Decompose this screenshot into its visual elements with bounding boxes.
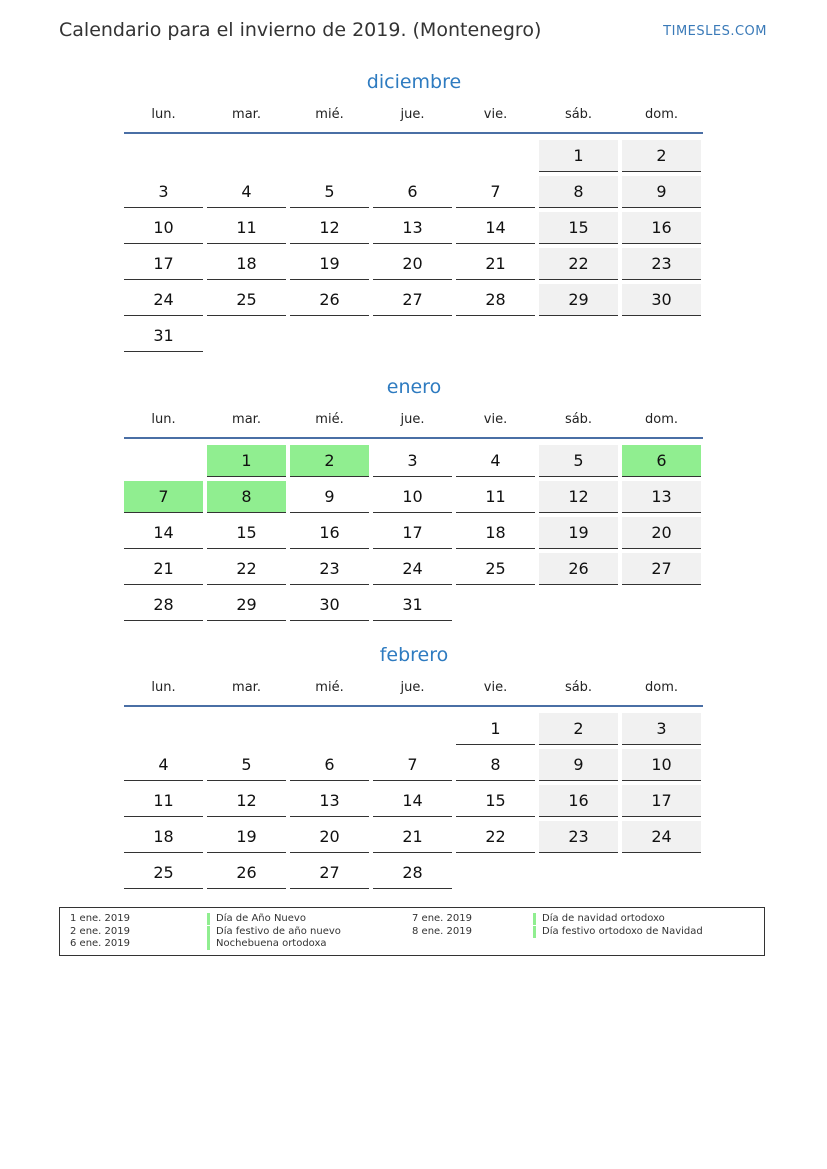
week-row	[124, 443, 704, 479]
day-cell: 12	[539, 481, 618, 513]
day-cell: 16	[539, 785, 618, 817]
day-cell: 3	[124, 176, 203, 208]
day-cell: 3	[373, 445, 452, 477]
empty-cell	[124, 713, 203, 745]
day-cell: 23	[539, 821, 618, 853]
day-cell: 13	[373, 212, 452, 244]
day-cell: 6	[290, 749, 369, 781]
week-row	[124, 515, 704, 551]
weekday-label: dom.	[644, 412, 678, 427]
day-cell: 29	[207, 589, 286, 621]
day-cell: 13	[622, 481, 701, 513]
holiday-day-cell: 1	[207, 445, 286, 477]
day-cell: 23	[622, 248, 701, 280]
day-cell: 16	[290, 517, 369, 549]
day-cell: 22	[456, 821, 535, 853]
day-cell: 1	[539, 140, 618, 172]
weekday-label: jue.	[400, 680, 425, 695]
weekday-label: jue.	[400, 412, 425, 427]
day-cell: 11	[124, 785, 203, 817]
empty-cell	[539, 589, 618, 621]
empty-cell	[290, 320, 369, 352]
legend-date: 2 ene. 2019	[70, 926, 130, 937]
day-cell: 27	[622, 553, 701, 585]
day-cell: 12	[207, 785, 286, 817]
day-cell: 4	[456, 445, 535, 477]
empty-cell	[373, 140, 452, 172]
empty-cell	[124, 140, 203, 172]
weekday-header	[124, 410, 704, 430]
day-cell: 2	[622, 140, 701, 172]
day-cell: 19	[207, 821, 286, 853]
day-cell: 21	[373, 821, 452, 853]
header-rule	[124, 132, 703, 134]
empty-cell	[207, 320, 286, 352]
day-cell: 25	[207, 284, 286, 316]
day-cell: 10	[622, 749, 701, 781]
weekday-label: dom.	[644, 107, 678, 122]
day-cell: 26	[290, 284, 369, 316]
legend-holiday-name: Día de Año Nuevo	[207, 913, 306, 925]
day-cell: 22	[539, 248, 618, 280]
day-grid	[124, 138, 704, 354]
week-row	[124, 855, 704, 891]
empty-cell	[622, 857, 701, 889]
day-cell: 20	[373, 248, 452, 280]
day-cell: 17	[622, 785, 701, 817]
week-row	[124, 551, 704, 587]
week-row	[124, 174, 704, 210]
day-cell: 15	[539, 212, 618, 244]
day-cell: 30	[622, 284, 701, 316]
legend-date: 1 ene. 2019	[70, 913, 130, 924]
day-cell: 19	[539, 517, 618, 549]
month-name: enero	[386, 376, 442, 398]
weekday-header	[124, 678, 704, 698]
day-cell: 28	[456, 284, 535, 316]
day-cell: 10	[373, 481, 452, 513]
day-cell: 9	[290, 481, 369, 513]
day-cell: 20	[290, 821, 369, 853]
empty-cell	[622, 589, 701, 621]
day-cell: 9	[539, 749, 618, 781]
month-calendar	[124, 69, 704, 354]
day-cell: 14	[456, 212, 535, 244]
weekday-label: dom.	[644, 680, 678, 695]
legend-holiday-name: Día festivo ortodoxo de Navidad	[533, 926, 703, 938]
weekday-label: mié.	[315, 412, 344, 427]
day-cell: 9	[622, 176, 701, 208]
weekday-label: lun.	[151, 412, 176, 427]
day-cell: 4	[207, 176, 286, 208]
week-row	[124, 246, 704, 282]
day-cell: 26	[207, 857, 286, 889]
weekday-label: mié.	[315, 107, 344, 122]
day-cell: 20	[622, 517, 701, 549]
brand-link[interactable]: TIMESLES.COM	[663, 24, 767, 39]
day-cell: 1	[456, 713, 535, 745]
day-grid	[124, 711, 704, 891]
legend-holiday-name: Día de navidad ortodoxo	[533, 913, 665, 925]
empty-cell	[539, 857, 618, 889]
legend-holiday-name: Nochebuena ortodoxa	[207, 938, 327, 950]
empty-cell	[290, 140, 369, 172]
page-title: Calendario para el invierno de 2019. (Montenegro)	[59, 19, 542, 41]
day-cell: 28	[124, 589, 203, 621]
weekday-label: vie.	[483, 412, 508, 427]
week-row	[124, 819, 704, 855]
holiday-day-cell: 8	[207, 481, 286, 513]
day-cell: 15	[207, 517, 286, 549]
weekday-label: mar.	[232, 107, 261, 122]
legend-date: 6 ene. 2019	[70, 938, 130, 949]
day-cell: 13	[290, 785, 369, 817]
weekday-label: mié.	[315, 680, 344, 695]
week-row	[124, 138, 704, 174]
week-row	[124, 479, 704, 515]
day-cell: 27	[373, 284, 452, 316]
empty-cell	[290, 713, 369, 745]
holiday-day-cell: 7	[124, 481, 203, 513]
week-row	[124, 711, 704, 747]
weekday-label: vie.	[483, 680, 508, 695]
day-cell: 17	[124, 248, 203, 280]
empty-cell	[373, 713, 452, 745]
month-name: febrero	[379, 644, 449, 666]
day-cell: 29	[539, 284, 618, 316]
legend-date: 7 ene. 2019	[412, 913, 472, 924]
day-cell: 26	[539, 553, 618, 585]
day-cell: 4	[124, 749, 203, 781]
day-cell: 6	[373, 176, 452, 208]
empty-cell	[124, 445, 203, 477]
day-cell: 31	[124, 320, 203, 352]
day-cell: 5	[290, 176, 369, 208]
day-cell: 5	[539, 445, 618, 477]
week-row	[124, 210, 704, 246]
day-cell: 15	[456, 785, 535, 817]
month-calendar	[124, 642, 704, 891]
day-cell: 7	[456, 176, 535, 208]
day-cell: 2	[539, 713, 618, 745]
holiday-legend	[59, 907, 765, 956]
weekday-label: lun.	[151, 680, 176, 695]
holiday-day-cell: 6	[622, 445, 701, 477]
empty-cell	[207, 140, 286, 172]
day-grid	[124, 443, 704, 623]
week-row	[124, 282, 704, 318]
empty-cell	[456, 320, 535, 352]
day-cell: 22	[207, 553, 286, 585]
weekday-label: sáb.	[564, 680, 593, 695]
week-row	[124, 747, 704, 783]
day-cell: 18	[207, 248, 286, 280]
day-cell: 14	[124, 517, 203, 549]
day-cell: 23	[290, 553, 369, 585]
legend-date: 8 ene. 2019	[412, 926, 472, 937]
day-cell: 5	[207, 749, 286, 781]
day-cell: 18	[456, 517, 535, 549]
legend-holiday-name: Día festivo de año nuevo	[207, 926, 341, 938]
day-cell: 10	[124, 212, 203, 244]
day-cell: 25	[456, 553, 535, 585]
day-cell: 25	[124, 857, 203, 889]
day-cell: 21	[456, 248, 535, 280]
day-cell: 30	[290, 589, 369, 621]
holiday-day-cell: 2	[290, 445, 369, 477]
day-cell: 16	[622, 212, 701, 244]
weekday-label: mar.	[232, 412, 261, 427]
weekday-label: sáb.	[564, 412, 593, 427]
day-cell: 19	[290, 248, 369, 280]
empty-cell	[456, 589, 535, 621]
empty-cell	[456, 140, 535, 172]
day-cell: 12	[290, 212, 369, 244]
day-cell: 21	[124, 553, 203, 585]
month-name: diciembre	[366, 71, 462, 93]
day-cell: 24	[622, 821, 701, 853]
month-calendar	[124, 374, 704, 623]
header-rule	[124, 437, 703, 439]
day-cell: 17	[373, 517, 452, 549]
day-cell: 24	[373, 553, 452, 585]
weekday-label: jue.	[400, 107, 425, 122]
weekday-label: vie.	[483, 107, 508, 122]
day-cell: 8	[539, 176, 618, 208]
empty-cell	[622, 320, 701, 352]
day-cell: 8	[456, 749, 535, 781]
day-cell: 14	[373, 785, 452, 817]
day-cell: 18	[124, 821, 203, 853]
day-cell: 7	[373, 749, 452, 781]
empty-cell	[373, 320, 452, 352]
day-cell: 24	[124, 284, 203, 316]
day-cell: 11	[456, 481, 535, 513]
day-cell: 3	[622, 713, 701, 745]
empty-cell	[539, 320, 618, 352]
week-row	[124, 587, 704, 623]
week-row	[124, 318, 704, 354]
weekday-label: lun.	[151, 107, 176, 122]
day-cell: 11	[207, 212, 286, 244]
weekday-header	[124, 105, 704, 125]
weekday-label: sáb.	[564, 107, 593, 122]
week-row	[124, 783, 704, 819]
weekday-label: mar.	[232, 680, 261, 695]
header-rule	[124, 705, 703, 707]
day-cell: 27	[290, 857, 369, 889]
day-cell: 28	[373, 857, 452, 889]
empty-cell	[456, 857, 535, 889]
day-cell: 31	[373, 589, 452, 621]
empty-cell	[207, 713, 286, 745]
